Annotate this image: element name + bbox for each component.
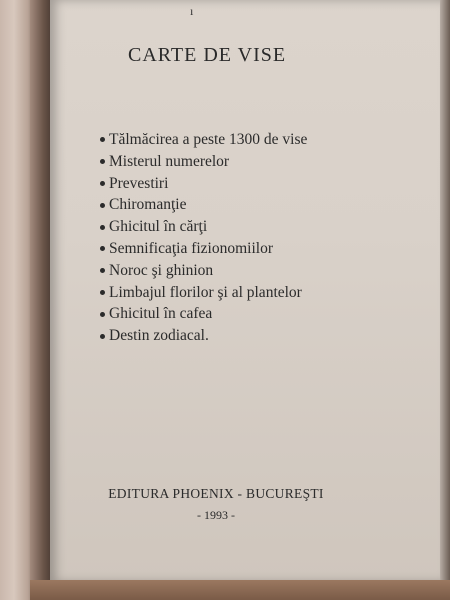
page-mark: ı <box>190 4 194 18</box>
contents-item <box>100 303 307 325</box>
book-spine-shadow <box>30 0 52 600</box>
bullet-icon <box>100 137 105 142</box>
publisher-line: EDITURA PHOENIX - BUCUREŞTI <box>108 486 324 501</box>
contents-item-label: Prevestiri <box>109 174 169 192</box>
contents-item-label: Semnificaţia fizionomiilor <box>109 239 273 257</box>
bullet-icon <box>100 203 105 208</box>
contents-list <box>100 129 307 347</box>
contents-item-label: Destin zodiacal. <box>109 327 209 345</box>
bullet-icon <box>100 181 105 186</box>
contents-item <box>100 216 307 238</box>
contents-item <box>100 194 307 216</box>
right-page-edge <box>440 0 450 600</box>
bullet-icon <box>100 268 105 273</box>
publication-year: - 1993 - <box>197 508 235 522</box>
contents-item <box>100 129 307 151</box>
bullet-icon <box>100 159 105 164</box>
contents-item <box>100 151 307 173</box>
bullet-icon <box>100 225 105 230</box>
contents-item-label: Noroc şi ghinion <box>109 261 214 279</box>
book-title: CARTE DE VISE <box>128 44 287 66</box>
contents-item <box>100 260 307 282</box>
contents-item-label: Ghicitul în cafea <box>109 305 213 323</box>
contents-item <box>100 238 307 260</box>
bullet-icon <box>100 312 105 317</box>
bullet-icon <box>100 246 105 251</box>
contents-item-label: Limbajul florilor şi al plantelor <box>109 283 302 301</box>
contents-item <box>100 282 307 304</box>
contents-item-label: Chiromanţie <box>109 196 187 214</box>
contents-item-label: Misterul numerelor <box>109 152 230 170</box>
contents-item-label: Tălmăcirea a peste 1300 de vise <box>109 131 308 148</box>
wooden-surface <box>30 580 450 600</box>
contents-item <box>100 325 307 347</box>
contents-item-label: Ghicitul în cărţi <box>109 218 208 236</box>
bullet-icon <box>100 334 105 339</box>
contents-item <box>100 173 307 195</box>
bullet-icon <box>100 290 105 295</box>
